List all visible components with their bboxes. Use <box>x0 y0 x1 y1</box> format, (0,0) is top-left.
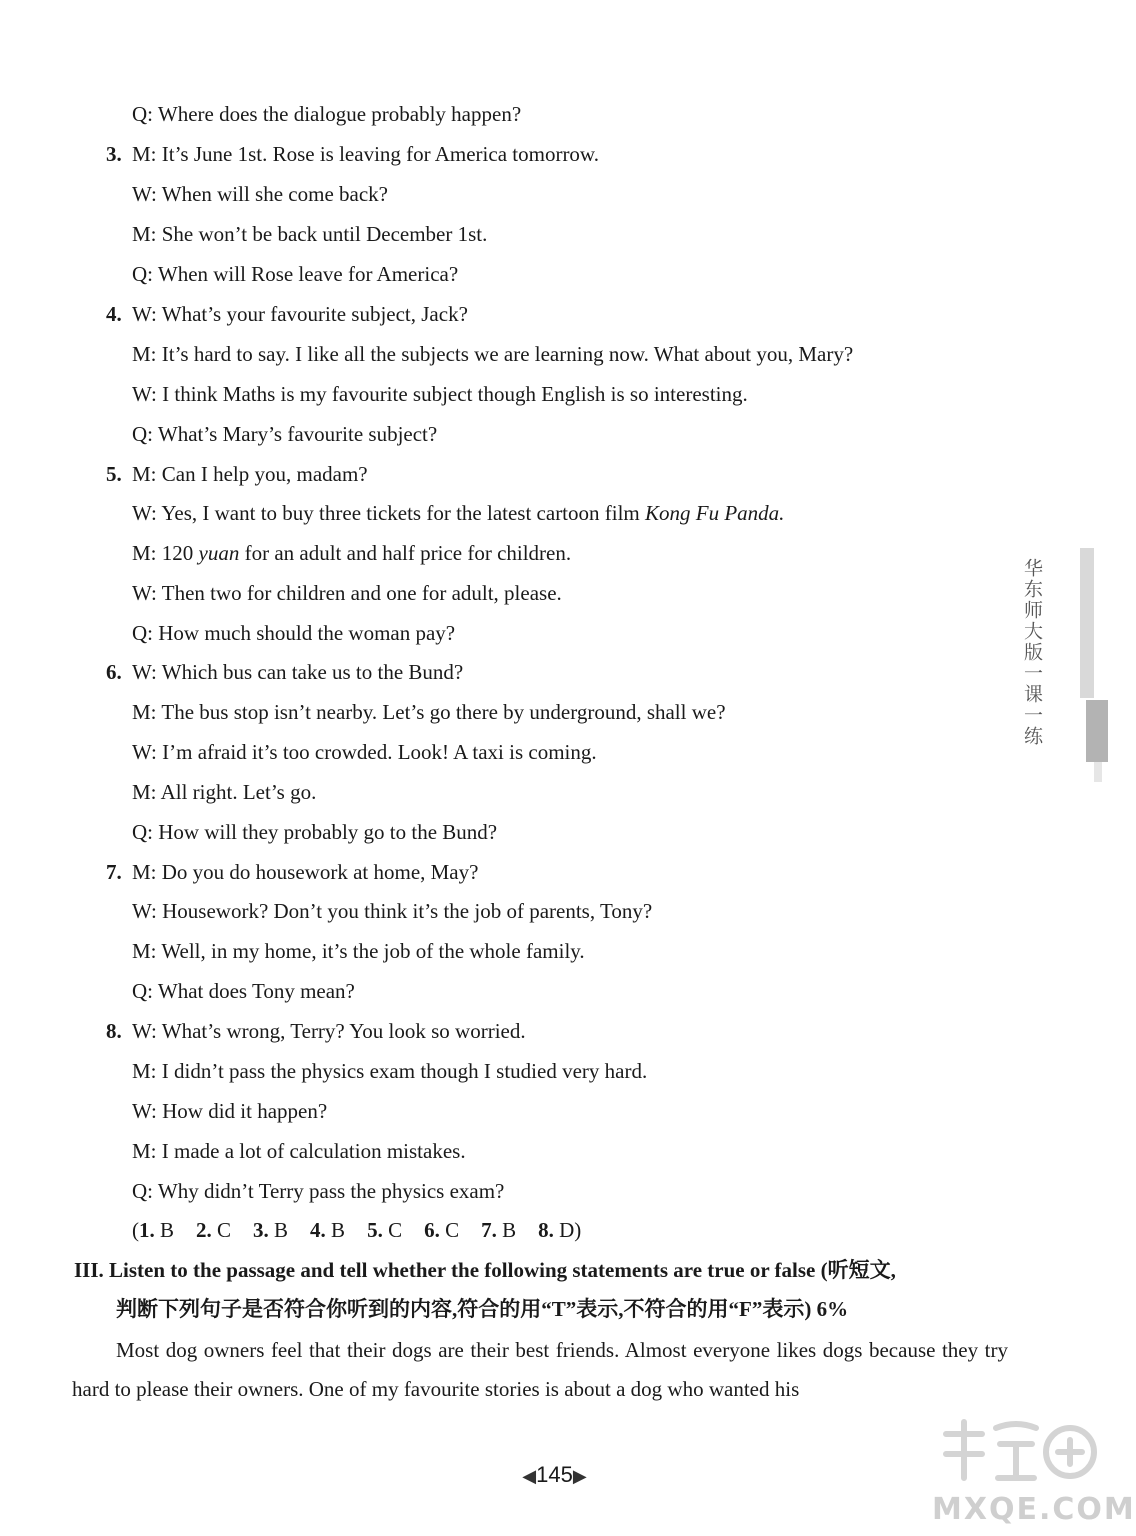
answer-close-paren: ) <box>574 1218 582 1242</box>
right-triangle-icon: ▶ <box>572 1466 587 1486</box>
dialogue-line: Q: Why didn’t Terry pass the physics exam? <box>132 1179 505 1203</box>
dialogue-line: W: Housework? Don’t you think it’s the job of parents, Tony? <box>132 899 653 923</box>
answer-item <box>367 1218 402 1242</box>
dialogue-line: Q: How much should the woman pay? <box>132 621 456 645</box>
dialogue-line: W: When will she come back? <box>132 182 388 206</box>
answer-number: 1. <box>139 1218 155 1242</box>
answer-letter: B <box>331 1218 346 1242</box>
side-tab-label: 华东师大版一课一练 <box>1021 558 1043 747</box>
edge-marker <box>1094 762 1102 782</box>
answer-letter: C <box>445 1218 460 1242</box>
dialogue-line: W: How did it happen? <box>132 1099 328 1123</box>
dialogue-line: Q: When will Rose leave for America? <box>132 262 459 286</box>
answer-number: 4. <box>310 1218 326 1242</box>
answer-item <box>481 1218 516 1242</box>
dialogue-5-number: 5. <box>106 462 122 486</box>
dialogue-line: W: I think Maths is my favourite subject though English is so interesting. <box>132 382 748 406</box>
answer-number: 6. <box>424 1218 440 1242</box>
dialogue-line: M: It’s June 1st. Rose is leaving for America tomorrow. <box>132 142 599 166</box>
edge-marker <box>1086 700 1108 762</box>
dialogue-line: M: Well, in my home, it’s the job of the whole family. <box>132 939 585 963</box>
answer-letter: B <box>502 1218 517 1242</box>
answer-number: 2. <box>196 1218 212 1242</box>
dialogue-2-question: Q: Where does the dialogue probably happen? <box>132 102 522 126</box>
dialogue-4-number: 4. <box>106 302 122 326</box>
passage-text: Most dog owners feel that their dogs are their best friends. Almost everyone likes dogs because they try hard to please their owners. One of my favourite stories is about a dog who wanted his <box>72 1338 1008 1401</box>
dialogue-line: Q: How will they probably go to the Bund? <box>132 820 498 844</box>
watermark <box>926 1414 1136 1532</box>
dialogue-line: M: The bus stop isn’t nearby. Let’s go there by underground, shall we? <box>132 700 726 724</box>
dialogue-line: Q: What does Tony mean? <box>132 979 355 1003</box>
side-tab <box>1012 548 1076 788</box>
dialogue-line: Q: What’s Mary’s favourite subject? <box>132 422 438 446</box>
dialogue-line: M: She won’t be back until December 1st. <box>132 222 488 246</box>
answer-item <box>538 1218 574 1242</box>
dialogue-line: M: All right. Let’s go. <box>132 780 317 804</box>
answer-number: 5. <box>367 1218 383 1242</box>
watermark-url: MXQE.COM <box>932 1492 1136 1527</box>
dialogue-line: M: Do you do housework at home, May? <box>132 860 479 884</box>
dialogue-line: W: Then two for children and one for adult, please. <box>132 581 562 605</box>
watermark-logo-icon <box>938 1414 1098 1488</box>
dialogue-line: W: I’m afraid it’s too crowded. Look! A taxi is coming. <box>132 740 597 764</box>
dialogue-line: M: I didn’t pass the physics exam though I studied very hard. <box>132 1059 648 1083</box>
answer-letter: B <box>274 1218 289 1242</box>
answer-number: 8. <box>538 1218 554 1242</box>
dialogue-line: W: What’s wrong, Terry? You look so worried. <box>132 1019 526 1043</box>
dialogue-line: M: It’s hard to say. I like all the subjects we are learning now. What about you, Mary? <box>132 342 854 366</box>
dialogue-line: M: I made a lot of calculation mistakes. <box>132 1139 466 1163</box>
answer-letter: D <box>559 1218 575 1242</box>
dialogue-text: for an adult and half price for children. <box>239 541 572 565</box>
answer-item <box>310 1218 345 1242</box>
dialogue-line <box>132 500 784 526</box>
answer-item <box>139 1218 174 1242</box>
dialogue-line: W: What’s your favourite subject, Jack? <box>132 302 468 326</box>
dialogue-line: W: Which bus can take us to the Bund? <box>132 660 464 684</box>
answer-item <box>253 1218 288 1242</box>
edge-marker <box>1080 548 1094 698</box>
answer-open-paren: ( <box>132 1218 139 1242</box>
answer-letter: B <box>160 1218 175 1242</box>
currency-word: yuan <box>198 541 240 565</box>
answer-item <box>196 1218 231 1242</box>
answer-key <box>132 1217 581 1243</box>
dialogue-text: W: Yes, I want to buy three tickets for the latest cartoon film <box>132 501 646 525</box>
dialogue-text: M: 120 <box>132 541 199 565</box>
passage-paragraph <box>72 1331 1008 1409</box>
dialogue-8-number: 8. <box>106 1019 122 1043</box>
answer-number: 7. <box>481 1218 497 1242</box>
section-3-heading-line2: 判断下列句子是否符合你听到的内容,符合的用“T”表示,不符合的用“F”表示) 6% <box>116 1297 849 1321</box>
dialogue-6-number: 6. <box>106 660 122 684</box>
dialogue-line <box>132 540 571 566</box>
dialogue-line: M: Can I help you, madam? <box>132 462 368 486</box>
film-title: Kong Fu Panda. <box>645 501 785 525</box>
answer-item <box>424 1218 459 1242</box>
answer-letter: C <box>388 1218 403 1242</box>
section-3-heading-line1: III. Listen to the passage and tell whether the following statements are true or false (听短文, <box>74 1258 896 1282</box>
dialogue-7-number: 7. <box>106 860 122 884</box>
page-number-text: 145 <box>536 1462 573 1487</box>
answer-letter: C <box>217 1218 232 1242</box>
dialogue-3-number: 3. <box>106 142 122 166</box>
left-triangle-icon: ◀ <box>522 1466 537 1486</box>
answer-number: 3. <box>253 1218 269 1242</box>
